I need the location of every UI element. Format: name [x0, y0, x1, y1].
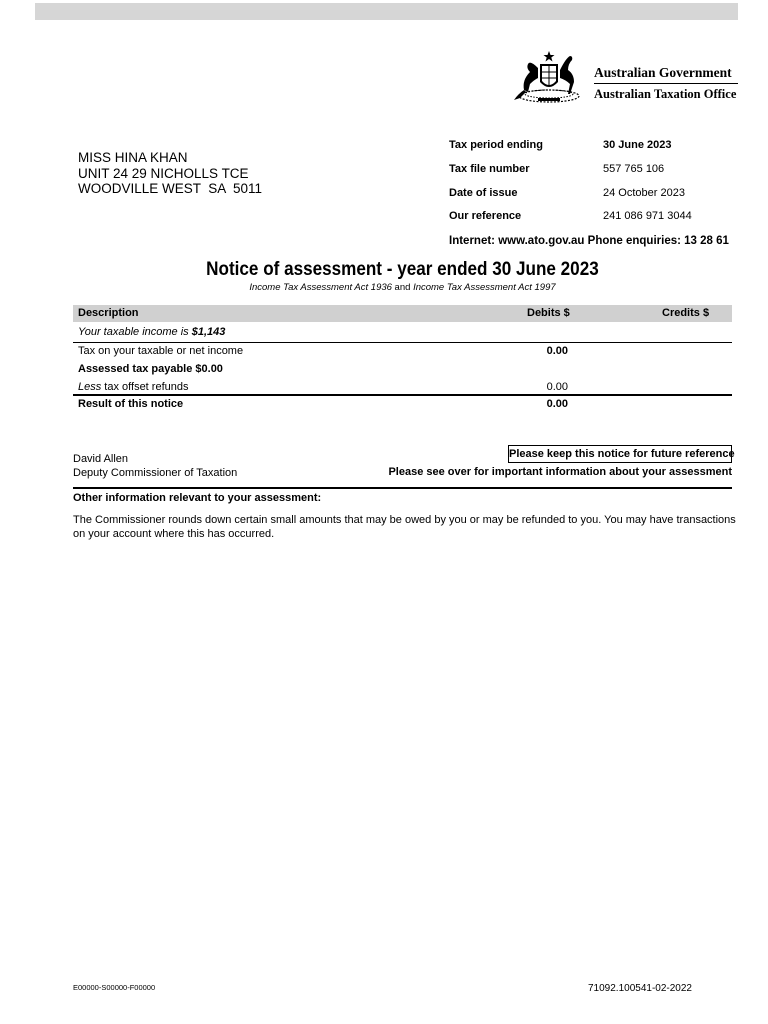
logo-divider: [594, 83, 738, 84]
keep-notice-box: Please keep this notice for future reference: [508, 445, 732, 463]
tax-row-label: Tax on your taxable or net income: [78, 345, 244, 357]
see-over-note: Please see over for important information about your assessment: [388, 466, 732, 478]
recipient-street: UNIT 24 29 NICHOLLS TCE: [78, 165, 249, 181]
reference-label: Our reference: [449, 210, 522, 222]
act-and: and: [391, 282, 414, 293]
other-info-title: Other information relevant to your assessment:: [73, 492, 322, 504]
offset-row-debit: 0.00: [546, 381, 568, 393]
tax-row-debit: 0.00: [546, 345, 568, 357]
recipient-address: [78, 150, 262, 197]
notice-subtitle: [0, 282, 768, 293]
less-word: Less: [78, 381, 102, 393]
table-header: [73, 305, 732, 322]
section-divider: [73, 487, 732, 489]
result-row-label: Result of this notice: [78, 398, 184, 410]
col-description: Description: [78, 307, 139, 319]
tfn-label: Tax file number: [449, 163, 530, 175]
act-1936: Income Tax Assessment Act 1936: [249, 282, 392, 293]
act-1997: Income Tax Assessment Act 1997: [413, 282, 556, 293]
coat-of-arms-icon: [512, 50, 590, 106]
col-credits: Credits $: [662, 307, 710, 319]
notice-title: Notice of assessment - year ended 30 June 2023: [206, 259, 599, 280]
contact-line: Internet: www.ato.gov.au Phone enquiries: 13 28 61: [449, 235, 729, 247]
recipient-city: WOODVILLE WEST SA 5011: [78, 181, 263, 196]
col-debits: Debits $: [527, 307, 570, 319]
issue-date-label: Date of issue: [449, 187, 518, 199]
tfn-value: 557 765 106: [603, 163, 665, 175]
ato-logo: [512, 50, 742, 106]
offset-row-label: [78, 381, 189, 393]
tax-period-label: Tax period ending: [449, 139, 543, 151]
offset-row-text: tax offset refunds: [101, 381, 189, 393]
recipient-name: MISS HINA KHAN: [78, 150, 188, 165]
reference-value: 241 086 971 3044: [603, 210, 692, 222]
assessed-tax-row: Assessed tax payable $0.00: [78, 363, 223, 375]
agency-title: Australian Taxation Office: [594, 87, 737, 101]
footer-right-code: 71092.100541-02-2022: [588, 983, 692, 994]
signatory-name: David Allen: [73, 453, 129, 465]
footer-left-code: E00000-S00000-F00000: [73, 983, 156, 992]
top-grey-bar: [35, 3, 738, 20]
taxable-income-amount: $1,143: [191, 326, 226, 338]
other-info-body: The Commissioner rounds down certain small amounts that may be owed by you or may be refunded to you. You may have transactions on your account where this has occurred.: [73, 514, 736, 540]
tax-period-value: 30 June 2023: [603, 139, 672, 151]
signatory-role: Deputy Commissioner of Taxation: [73, 467, 238, 479]
government-title: Australian Government: [594, 65, 732, 80]
taxable-income-row: [78, 326, 225, 338]
taxable-income-prefix: Your taxable income is: [78, 326, 192, 338]
issue-date-value: 24 October 2023: [603, 187, 685, 199]
table-divider: [73, 342, 732, 343]
result-row-debit: 0.00: [546, 398, 568, 410]
result-divider: [73, 394, 732, 396]
